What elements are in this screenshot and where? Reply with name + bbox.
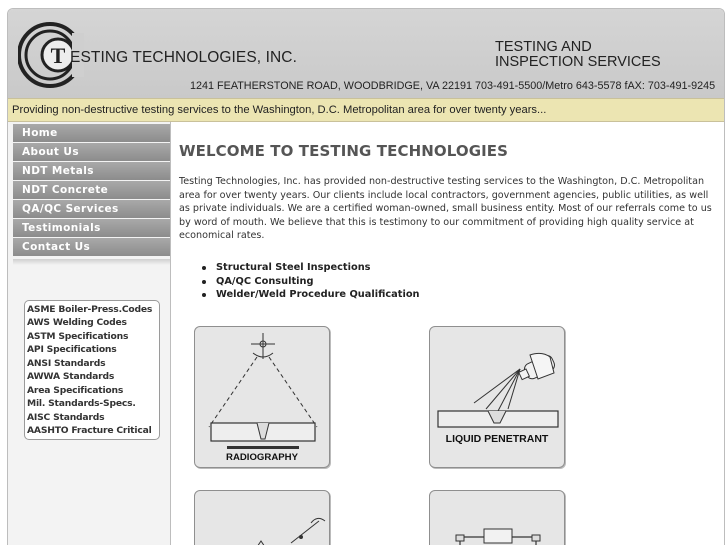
magnetic-particle-illustration-icon bbox=[195, 491, 330, 545]
service-label: QA/QC Consulting bbox=[216, 275, 314, 287]
site-frame bbox=[7, 8, 725, 545]
nav-item-ndt-metals[interactable]: NDT Metals bbox=[13, 162, 170, 180]
liquid-penetrant-illustration-icon bbox=[430, 327, 565, 468]
tagline-text: Providing non-destructive testing services to the Washington, D.C. Metropolitan area for over twenty years... bbox=[12, 104, 547, 116]
services-title bbox=[495, 40, 661, 70]
services-list bbox=[202, 261, 420, 302]
service-label: Structural Steel Inspections bbox=[216, 262, 371, 273]
nav-item-qa-qc-services[interactable]: QA/QC Services bbox=[13, 200, 170, 218]
main-content bbox=[172, 122, 725, 545]
magnetic-particle-figure bbox=[194, 490, 330, 545]
company-name: ESTING TECHNOLOGIES, INC. bbox=[70, 49, 298, 66]
code-item: AISC Standards bbox=[27, 411, 105, 423]
liquid-penetrant-figure bbox=[429, 326, 565, 468]
tagline-bar bbox=[8, 98, 725, 122]
bullet-icon bbox=[202, 266, 206, 270]
code-item: ANSI Standards bbox=[27, 357, 106, 369]
code-item: Mil. Standards-Specs. bbox=[27, 398, 136, 410]
services-title-line1: TESTING AND bbox=[495, 39, 592, 55]
radiography-illustration-icon bbox=[195, 327, 330, 468]
page-title: WELCOME TO TESTING TECHNOLOGIES bbox=[179, 142, 509, 160]
nav-shadow bbox=[13, 259, 170, 265]
code-item: ASME Boiler-Press.Codes bbox=[27, 304, 153, 315]
main-nav bbox=[13, 124, 170, 257]
service-label: Welder/Weld Procedure Qualification bbox=[216, 289, 420, 300]
code-item: API Specifications bbox=[27, 344, 117, 356]
codes-box bbox=[24, 300, 160, 440]
radiography-figure bbox=[194, 326, 330, 468]
intro-paragraph: Testing Technologies, Inc. has provided non-destructive testing services to the Washington, D.C. Metropolitan area for over twenty years. Our clients include local contractors, government agencies, public utilities, as well as private individuals. We are a certified woman-owned, small business entity. Most of our referrals come to us by word of mouth. We believe that this is testimony to our commitment of providing high quality service at economical rates. bbox=[179, 176, 712, 242]
logo-letter: T bbox=[50, 43, 66, 68]
code-item: Area Specifications bbox=[27, 384, 124, 396]
code-item: ASTM Specifications bbox=[27, 330, 129, 342]
radiography-caption: RADIOGRAPHY bbox=[226, 452, 298, 463]
code-item: AWWA Standards bbox=[27, 371, 115, 383]
code-item: AWS Welding Codes bbox=[27, 317, 127, 329]
header bbox=[8, 9, 725, 98]
nav-item-ndt-concrete[interactable]: NDT Concrete bbox=[13, 181, 170, 199]
sidebar bbox=[8, 122, 171, 545]
ultrasonic-figure bbox=[429, 490, 565, 545]
nav-item-testimonials[interactable]: Testimonials bbox=[13, 219, 170, 237]
bullet-icon bbox=[202, 280, 206, 284]
services-title-line2: INSPECTION SERVICES bbox=[495, 54, 661, 70]
ultrasonic-illustration-icon bbox=[430, 491, 565, 545]
code-item: AASHTO Fracture Critical bbox=[27, 424, 152, 436]
nav-item-about-us[interactable]: About Us bbox=[13, 143, 170, 161]
nav-item-contact-us[interactable]: Contact Us bbox=[13, 238, 170, 256]
address-line: 1241 FEATHERSTONE ROAD, WOODBRIDGE, VA 22191 703-491-5500/Metro 643-5578 fAX: 703-491-9245 bbox=[190, 80, 716, 92]
service-item bbox=[202, 261, 420, 275]
service-item bbox=[202, 288, 420, 302]
nav-item-home[interactable]: Home bbox=[13, 124, 170, 142]
bullet-icon bbox=[202, 293, 206, 297]
service-item bbox=[202, 275, 420, 289]
liquid-penetrant-caption: LIQUID PENETRANT bbox=[445, 433, 549, 445]
